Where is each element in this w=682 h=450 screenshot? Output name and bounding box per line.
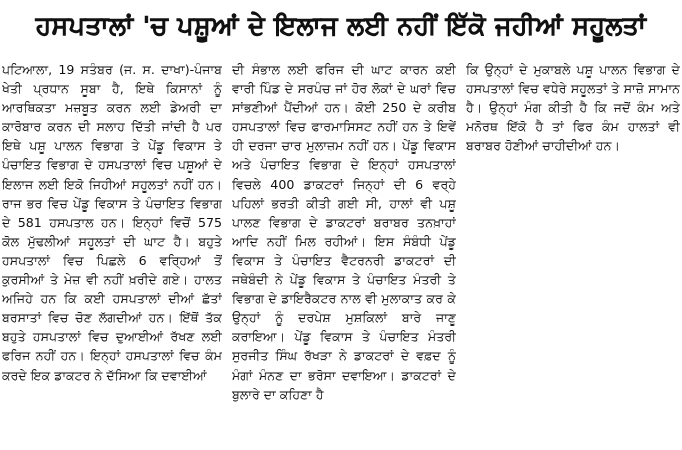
column-2-body: ਦੀ ਸੰਭਾਲ ਲਈ ਫਰਿਜ ਦੀ ਘਾਟ ਕਾਰਨ ਕਈ ਵਾਰੀ ਪਿੰਡ ਦੇ ਸਰਪੰਚ ਜਾਂ ਹੋਰ ਲੋਕਾਂ ਦੇ ਘਰਾਂ ਵਿਚ ਸਾਂਭਣੀਆਂ ਪੈਂਦੀਆਂ ਹਨ। ਕੋਈ 250 ਦੇ ਕਰੀਬ ਹਸਪਤਾਲਾਂ ਵਿਚ ਫਾਰਮਾਸਿਸਟ ਨਹੀਂ ਹਨ ਤੇ ਇਵੇਂ ਹੀ ਦਰਜਾ ਚਾਰ ਮੁਲਾਜ਼ਮ ਨਹੀਂ ਹਨ। ਪੇਂਡੂ ਵਿਕਾਸ ਅਤੇ ਪੰਚਾਇਤ ਵਿਭਾਗ ਦੇ ਇਨ੍ਹਾਂ ਹਸਪਤਾਲਾਂ ਵਿਚਲੇ 400 ਡਾਕਟਰਾਂ ਜਿਨ੍ਹਾਂ ਦੀ 6 ਵਰ੍ਹੇ ਪਹਿਲਾਂ ਭਰਤੀ ਕੀਤੀ ਗਈ ਸੀ, ਹਾਲਾਂ ਵੀ ਪਸ਼ੂ ਪਾਲਣ ਵਿਭਾਗ ਦੇ ਡਾਕਟਰਾਂ ਬਰਾਬਰ ਤਨਖ਼ਾਹਾਂ ਆਦਿ ਨਹੀਂ ਮਿਲ ਰਹੀਆਂ। ਇਸ ਸੰਬੰਧੀ ਪੇਂਡੂ ਵਿਕਾਸ ਤੇ ਪੰਚਾਇਤ ਵੈਟਰਨਰੀ ਡਾਕਟਰਾਂ ਦੀ ਜਥੇਬੰਦੀ ਨੇ ਪੇਂਡੂ ਵਿਕਾਸ ਤੇ ਪੰਚਾਇਤ ਮੰਤਰੀ ਤੇ ਵਿਭਾਗ ਦੇ ਡਾਇਰੈਕਟਰ ਨਾਲ ਵੀ ਮੁਲਾਕਾਤ ਕਰ ਕੇ ਉਨ੍ਹਾਂ ਨੂੰ ਦਰਪੇਸ਼ ਮੁਸ਼ਕਿਲਾਂ ਬਾਰੇ ਜਾਣੂ ਕਰਾਇਆ। ਪੇਂਡੂ ਵਿਕਾਸ ਤੇ ਪੰਚਾਇਤ ਮੰਤਰੀ ਸੁਰਜੀਤ ਸਿੰਘ ਰੱਖੜਾ ਨੇ ਡਾਕਟਰਾਂ ਦੇ ਵਫ਼ਦ ਨੂੰ ਮੰਗਾਂ ਮੰਨਣ ਦਾ ਭਰੋਸਾ ਦਵਾਇਆ। ਡਾਕਟਰਾਂ ਦੇ ਬੁਲਾਰੇ ਦਾ ਕਹਿਣਾ ਹੈ xyxy=(232,62,456,402)
column-1-body: ਪੰਜਾਬ ਖੇਤੀ ਪ੍ਰਧਾਨ ਸੂਬਾ ਹੈ, ਇਥੇ ਕਿਸਾਨਾਂ ਨੂੰ ਆਰਥਿਕਤਾ ਮਜ਼ਬੂਤ ਕਰਨ ਲਈ ਡੇਅਰੀ ਦਾ ਕਾਰੋਬਾਰ ਕਰਨ ਦੀ ਸਲਾਹ ਦਿੱਤੀ ਜਾਂਦੀ ਹੈ ਪਰ ਇਥੇ ਪਸ਼ੂ ਪਾਲਨ ਵਿਭਾਗ ਤੇ ਪੇਂਡੂ ਵਿਕਾਸ ਤੇ ਪੰਚਾਇਤ ਵਿਭਾਗ ਦੇ ਹਸਪਤਾਲਾਂ ਵਿਚ ਪਸ਼ੂਆਂ ਦੇ ਇਲਾਜ ਲਈ ਇਕੋ ਜਿਹੀਆਂ ਸਹੂਲਤਾਂ ਨਹੀਂ ਹਨ। ਰਾਜ ਭਰ ਵਿਚ ਪੇਂਡੂ ਵਿਕਾਸ ਤੇ ਪੰਚਾਇਤ ਵਿਭਾਗ ਦੇ 581 ਹਸਪਤਾਲ ਹਨ। ਇਨ੍ਹਾਂ ਵਿਚੋਂ 575 ਕੋਲ ਮੁੱਢਲੀਆਂ ਸਹੂਲਤਾਂ ਦੀ ਘਾਟ ਹੈ। ਬਹੁਤੇ ਹਸਪਤਾਲਾਂ ਵਿਚ ਪਿਛਲੇ 6 ਵਰ੍ਹਿਆਂ ਤੋਂ ਕੁਰਸੀਆਂ ਤੇ ਮੇਜ਼ ਵੀ ਨਹੀਂ ਖ਼ਰੀਦੇ ਗਏ। ਹਾਲਤ ਅਜਿਹੇ ਹਨ ਕਿ ਕਈ ਹਸਪਤਾਲਾਂ ਦੀਆਂ ਛੱਤਾਂ ਬਰਸਾਤਾਂ ਵਿਚ ਚੋਣ ਲੱਗਦੀਆਂ ਹਨ। ਇੱਥੋਂ ਤੱਕ ਬਹੁਤੇ ਹਸਪਤਾਲਾਂ ਵਿਚ ਦੁਆਈਆਂ ਰੱਖਣ ਲਈ ਫਰਿਜ ਨਹੀਂ ਹਨ। ਇਨ੍ਹਾਂ ਹਸਪਤਾਲਾਂ ਵਿਚ ਕੰਮ ਕਰਦੇ ਇਕ ਡਾਕਟਰ ਨੇ ਦੱਸਿਆ ਕਿ ਦਵਾਈਆਂ xyxy=(2,62,222,383)
article-column-3 xyxy=(466,60,680,448)
column-1-text xyxy=(2,60,222,385)
headline: ਹਸਪਤਾਲਾਂ 'ਚ ਪਸ਼ੂਆਂ ਦੇ ਇਲਾਜ ਲਈ ਨਹੀਂ ਇੱਕੋ ਜਹੀਆਂ ਸਹੂਲਤਾਂ xyxy=(35,11,647,40)
article-column-1 xyxy=(2,60,222,448)
article-column-2 xyxy=(232,60,456,448)
dateline: ਪਟਿਆਲਾ, 19 ਸਤੰਬਰ (ਜ. ਸ. ਦਾਖਾ)- xyxy=(2,62,195,77)
column-3-body: ਕਿ ਉਨ੍ਹਾਂ ਦੇ ਮੁਕਾਬਲੇ ਪਸ਼ੂ ਪਾਲਨ ਵਿਭਾਗ ਦੇ ਹਸਪਤਾਲਾਂ ਵਿਚ ਵਧੇਰੇ ਸਹੂਲਤਾਂ ਤੇ ਸਾਜ਼ੋ ਸਾਮਾਨ ਹੈ। ਉਨ੍ਹਾਂ ਮੰਗ ਕੀਤੀ ਹੈ ਕਿ ਜਦੋਂ ਕੰਮ ਅਤੇ ਮਨੋਰਥ ਇੱਕੋ ਹੈ ਤਾਂ ਫਿਰ ਕੰਮ ਹਾਲਤਾਂ ਵੀ ਬਰਾਬਰ ਹੋਣੀਆਂ ਚਾਹੀਦੀਆਂ ਹਨ। xyxy=(466,62,680,154)
